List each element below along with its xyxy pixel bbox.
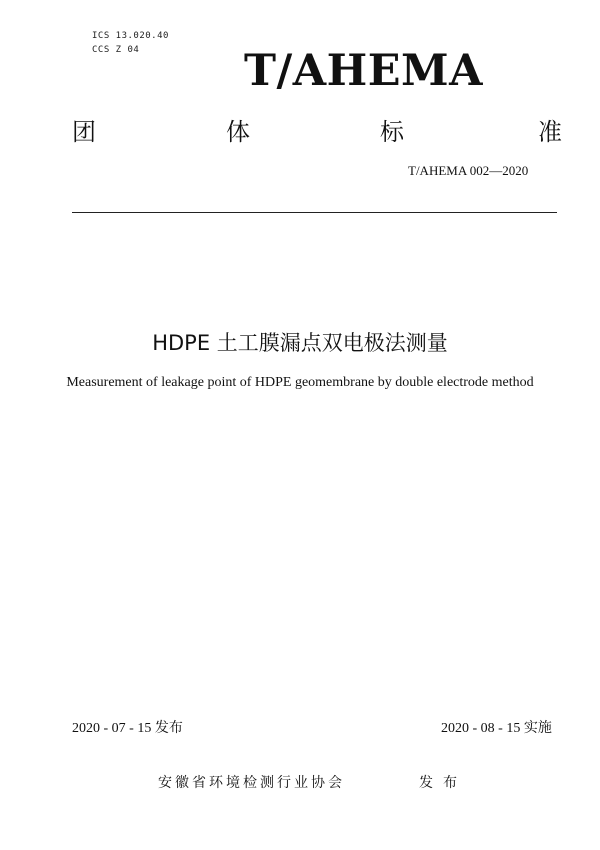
implementation-date: 2020 - 08 - 15 实施 [441, 721, 552, 736]
standard-type-char: 团 [72, 118, 96, 146]
organization-logo: T/AHEMA [244, 46, 483, 96]
standard-number: T/AHEMA 002—2020 [408, 163, 529, 178]
standard-type-char: 体 [226, 118, 250, 146]
issuing-action: 发布 [419, 775, 467, 791]
standard-type-char: 标 [380, 118, 404, 146]
publish-date: 2020 - 07 - 15 发布 [72, 721, 183, 736]
standard-type-char: 准 [538, 118, 562, 146]
ics-code: ICS 13.020.40 [92, 31, 169, 41]
header-divider [72, 212, 557, 213]
issuing-organization: 安徽省环境检测行业协会 [158, 775, 345, 791]
title-english: Measurement of leakage point of HDPE geomembrane by double electrode method [66, 375, 534, 390]
title-chinese: HDPE 土工膜漏点双电极法测量 [152, 331, 448, 355]
ccs-code: CCS Z 04 [92, 45, 140, 55]
standard-type-heading [72, 116, 562, 148]
